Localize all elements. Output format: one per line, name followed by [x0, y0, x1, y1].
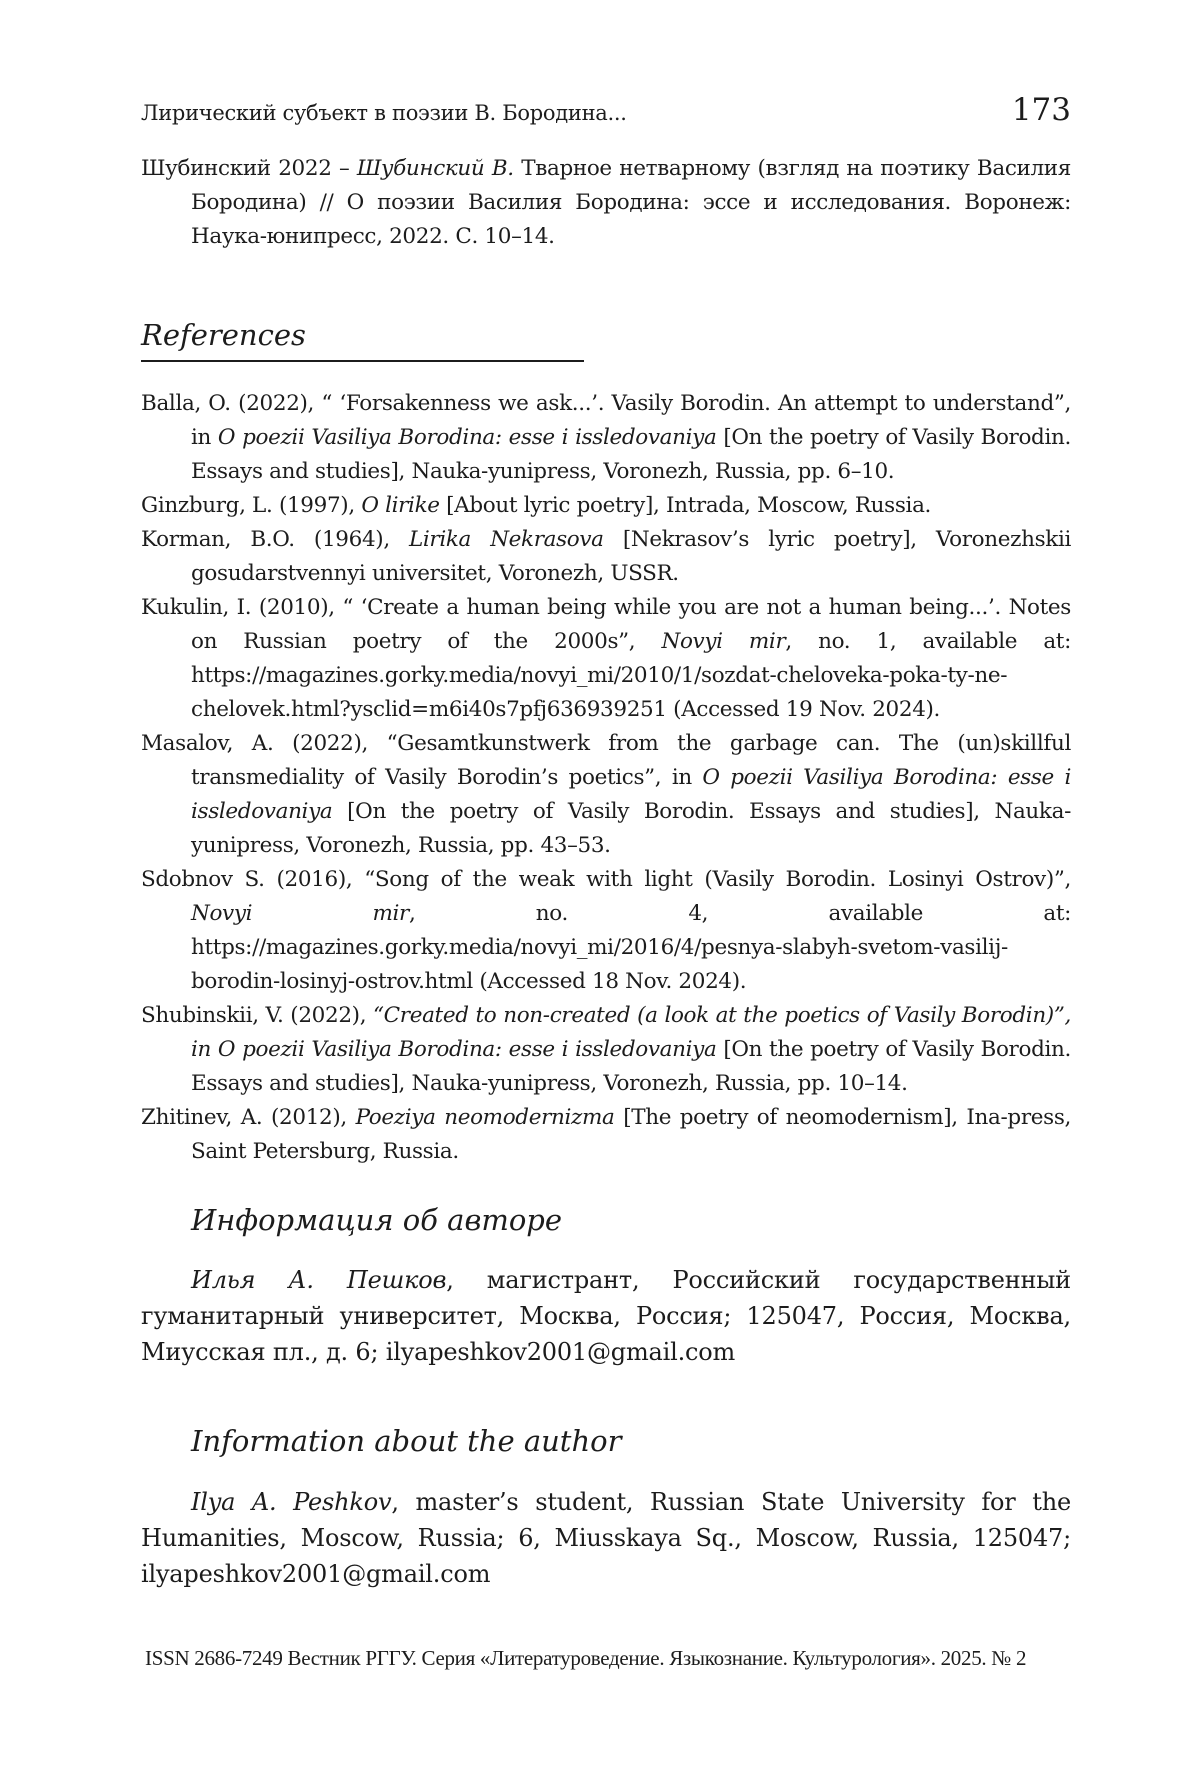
page-number: 173 — [1012, 92, 1071, 128]
reference-entry: Korman, B.O. (1964), Lirika Nekrasova [Nekrasov’s lyric poetry], Voronezhskii gosudarstvennyi universitet, Voronezh, USSR. — [141, 523, 1071, 591]
running-title: Лирический субъект в поэзии В. Бородина... — [141, 101, 627, 125]
reference-entry: Kukulin, I. (2010), “ ‘Create a human being while you are not a human being...’. Notes on Russian poetry of the 2000s”, Novyi mir, no. 1, available at: https://magazines.gorky.media/novyi_mi/2010/1/sozdat-cheloveka-poka-ty-ne-chelovek.html?ysclid=m6i40s7pfj636939251 (Accessed 19 Nov. 2024). — [141, 591, 1071, 727]
author-info-heading-ru: Информация об авторе — [191, 1203, 562, 1237]
reference-entry: Balla, O. (2022), “ ‘Forsakenness we ask...’. Vasily Borodin. An attempt to understand”, in O poezii Vasiliya Borodina: esse i issledovaniya [On the poetry of Vasily Borodin. Essays and studies], Nauka-yunipress, Voronezh, Russia, pp. 6–10. — [141, 387, 1071, 489]
author-name: Ilya A. Peshkov — [191, 1488, 391, 1516]
author-info-en: Ilya A. Peshkov, master’s student, Russian State University for the Humanities, Moscow, Russia; 6, Miusskaya Sq., Moscow, Russia, 125047; ilyapeshkov2001@gmail.com — [141, 1484, 1071, 1592]
author-info-ru: Илья А. Пешков, магистрант, Российский государственный гуманитарный университет, Москва, Россия; 125047, Россия, Москва, Миусская пл., д. 6; ilyapeshkov2001@gmail.com — [141, 1262, 1071, 1370]
page-header — [141, 92, 1071, 128]
page-footer: ISSN 2686-7249 Вестник РГГУ. Серия «Литературоведение. Языкознание. Культурология». 2025. № 2 — [145, 1646, 1071, 1671]
reference-entry: Шубинский 2022 – Шубинский В. Тварное нетварному (взгляд на поэтику Василия Бородина) // О поэзии Василия Бородина: эссе и исследования. Воронеж: Наука-юнипресс, 2022. С. 10–14. — [141, 152, 1071, 254]
reference-entry: Zhitinev, A. (2012), Poeziya neomodernizma [The poetry of neomodernism], Ina-press, Saint Petersburg, Russia. — [141, 1101, 1071, 1169]
reference-entry: Shubinskii, V. (2022), “Created to non-created (a look at the poetics of Vasily Borodin)”, in O poezii Vasiliya Borodina: esse i issledovaniya [On the poetry of Vasily Borodin. Essays and studies], Nauka-yunipress, Voronezh, Russia, pp. 10–14. — [141, 999, 1071, 1101]
reference-entry: Sdobnov S. (2016), “Song of the weak with light (Vasily Borodin. Losinyi Ostrov)”, Novyi mir, no. 4, available at: https://magazines.gorky.media/novyi_mi/2016/4/pesnya-slabyh-svetom-vasilij-borodin-losinyj-ostrov.html (Accessed 18 Nov. 2024). — [141, 863, 1071, 999]
author-info-heading-en: Information about the author — [191, 1424, 621, 1458]
references-list — [141, 387, 1071, 1169]
reference-entry: Ginzburg, L. (1997), O lirike [About lyric poetry], Intrada, Moscow, Russia. — [141, 489, 1071, 523]
reference-entry: Masalov, A. (2022), “Gesamtkunstwerk from the garbage can. The (un)skillful transmediality of Vasily Borodin’s poetics”, in O poezii Vasiliya Borodina: esse i issledovaniya [On the poetry of Vasily Borodin. Essays and studies], Nauka-yunipress, Voronezh, Russia, pp. 43–53. — [141, 727, 1071, 863]
journal-page — [0, 0, 1200, 1780]
author-name: Илья А. Пешков — [191, 1266, 446, 1294]
references-heading: References — [141, 318, 584, 362]
russian-reference-tail — [141, 152, 1071, 254]
